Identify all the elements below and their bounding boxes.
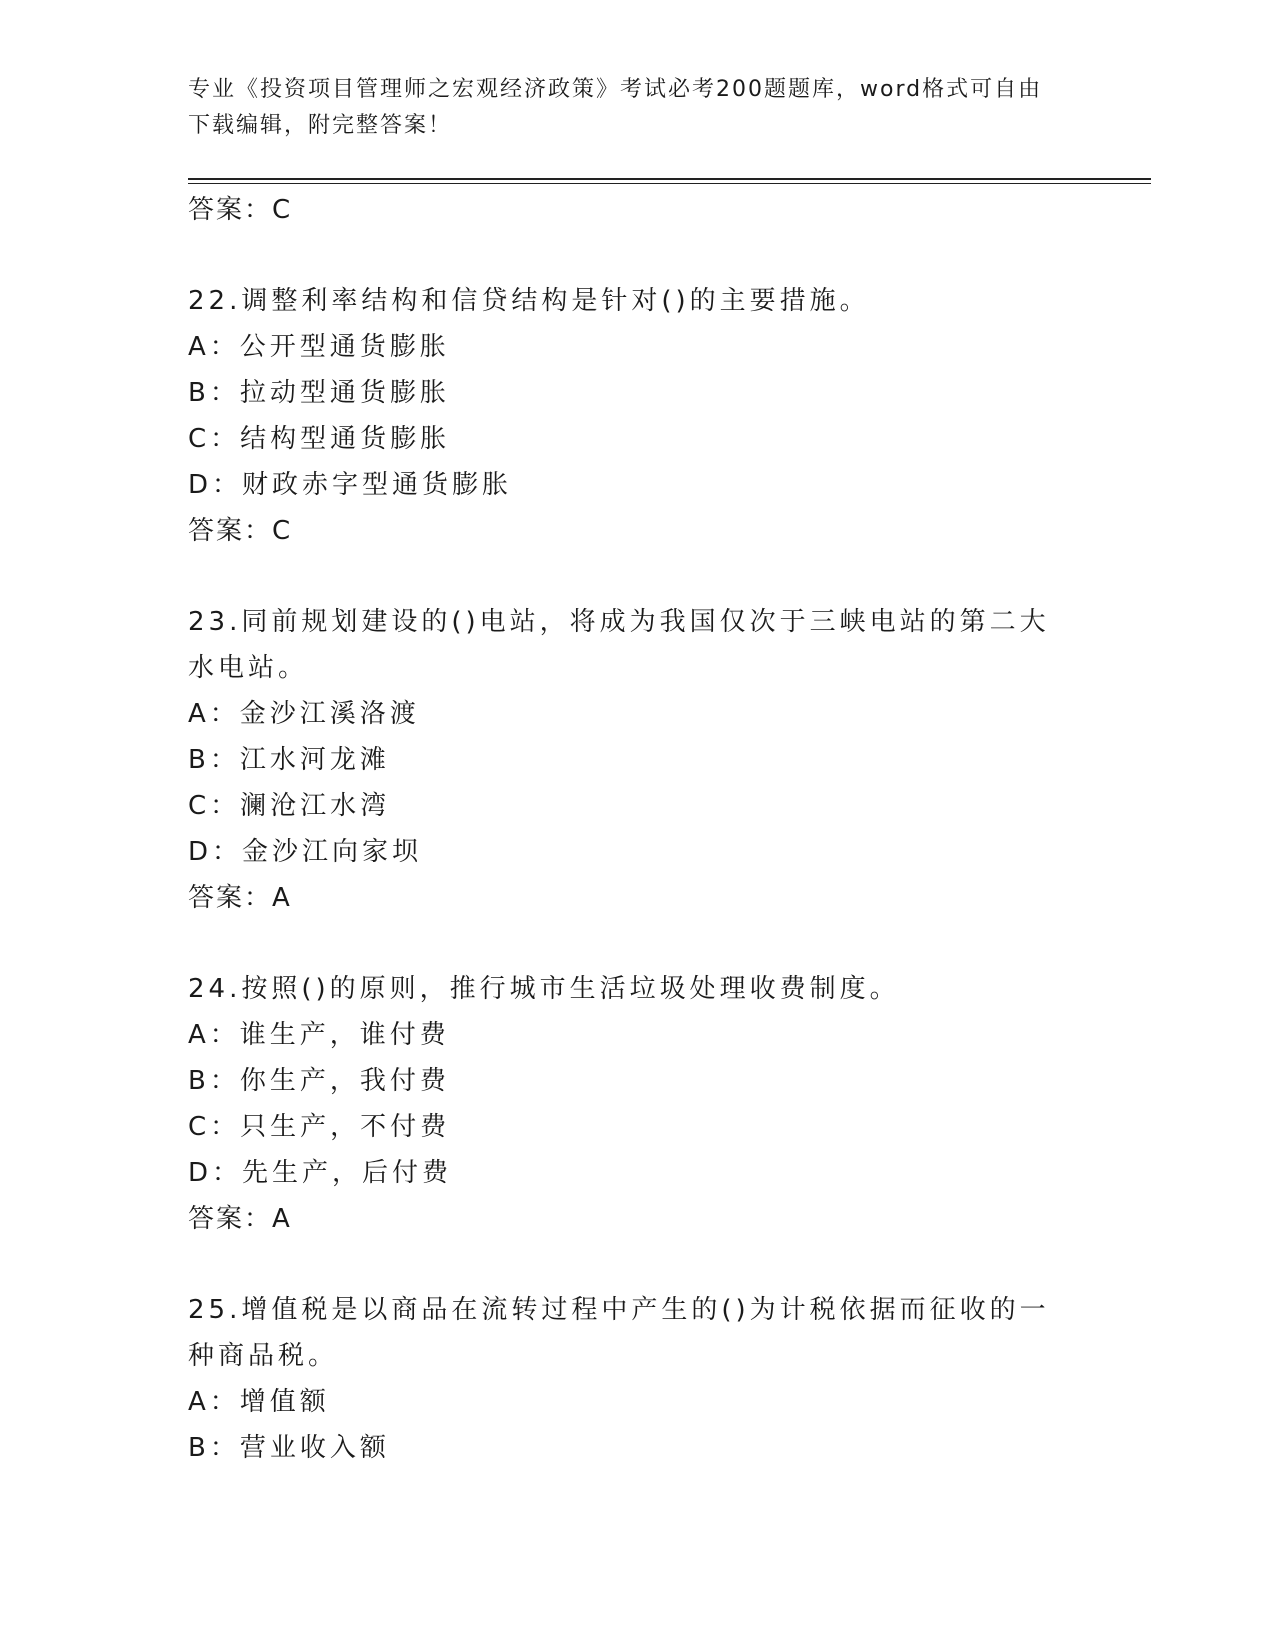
option-a: A：谁生产，谁付费 [188, 1020, 450, 1050]
option-a: A：金沙江溪洛渡 [188, 699, 420, 729]
option-c: C：澜沧江水湾 [188, 791, 391, 821]
answer: 答案：A [188, 883, 292, 913]
header-rule-thick [188, 178, 1151, 180]
option-b: B：拉动型通货膨胀 [188, 378, 450, 408]
question-text: 22.调整利率结构和信贷结构是针对()的主要措施。 [188, 286, 870, 316]
previous-answer: 答案：C [188, 195, 293, 225]
option-b: B：你生产，我付费 [188, 1066, 450, 1096]
option-d: D：先生产，后付费 [188, 1158, 453, 1188]
option-d: D：财政赤字型通货膨胀 [188, 470, 513, 500]
option-c: C：结构型通货膨胀 [188, 424, 451, 454]
question-24 [188, 966, 1088, 1242]
option-a: A：增值额 [188, 1387, 330, 1417]
question-list [188, 187, 1088, 1471]
spacer [188, 554, 1088, 599]
question-text: 24.按照()的原则，推行城市生活垃圾处理收费制度。 [188, 974, 900, 1004]
spacer [188, 1242, 1088, 1287]
question-25 [188, 1287, 1088, 1471]
option-c: C：只生产，不付费 [188, 1112, 451, 1142]
header-line-2: 下载编辑，附完整答案！ [188, 113, 453, 138]
document-header [188, 72, 1068, 144]
question-23 [188, 599, 1088, 921]
header-line-1: 专业《投资项目管理师之宏观经济政策》考试必考200题题库，word格式可自由 [188, 77, 1043, 102]
spacer [188, 233, 1088, 278]
answer: 答案：C [188, 516, 293, 546]
option-b: B：江水河龙滩 [188, 745, 390, 775]
header-rule-thin [188, 183, 1151, 184]
option-a: A：公开型通货膨胀 [188, 332, 450, 362]
question-22 [188, 278, 1088, 554]
question-text: 25.增值税是以商品在流转过程中产生的()为计税依据而征收的一种商品税。 [188, 1295, 1050, 1371]
answer: 答案：A [188, 1204, 292, 1234]
question-text: 23.同前规划建设的()电站，将成为我国仅次于三峡电站的第二大水电站。 [188, 607, 1050, 683]
spacer [188, 921, 1088, 966]
option-d: D：金沙江向家坝 [188, 837, 423, 867]
option-b: B：营业收入额 [188, 1433, 390, 1463]
